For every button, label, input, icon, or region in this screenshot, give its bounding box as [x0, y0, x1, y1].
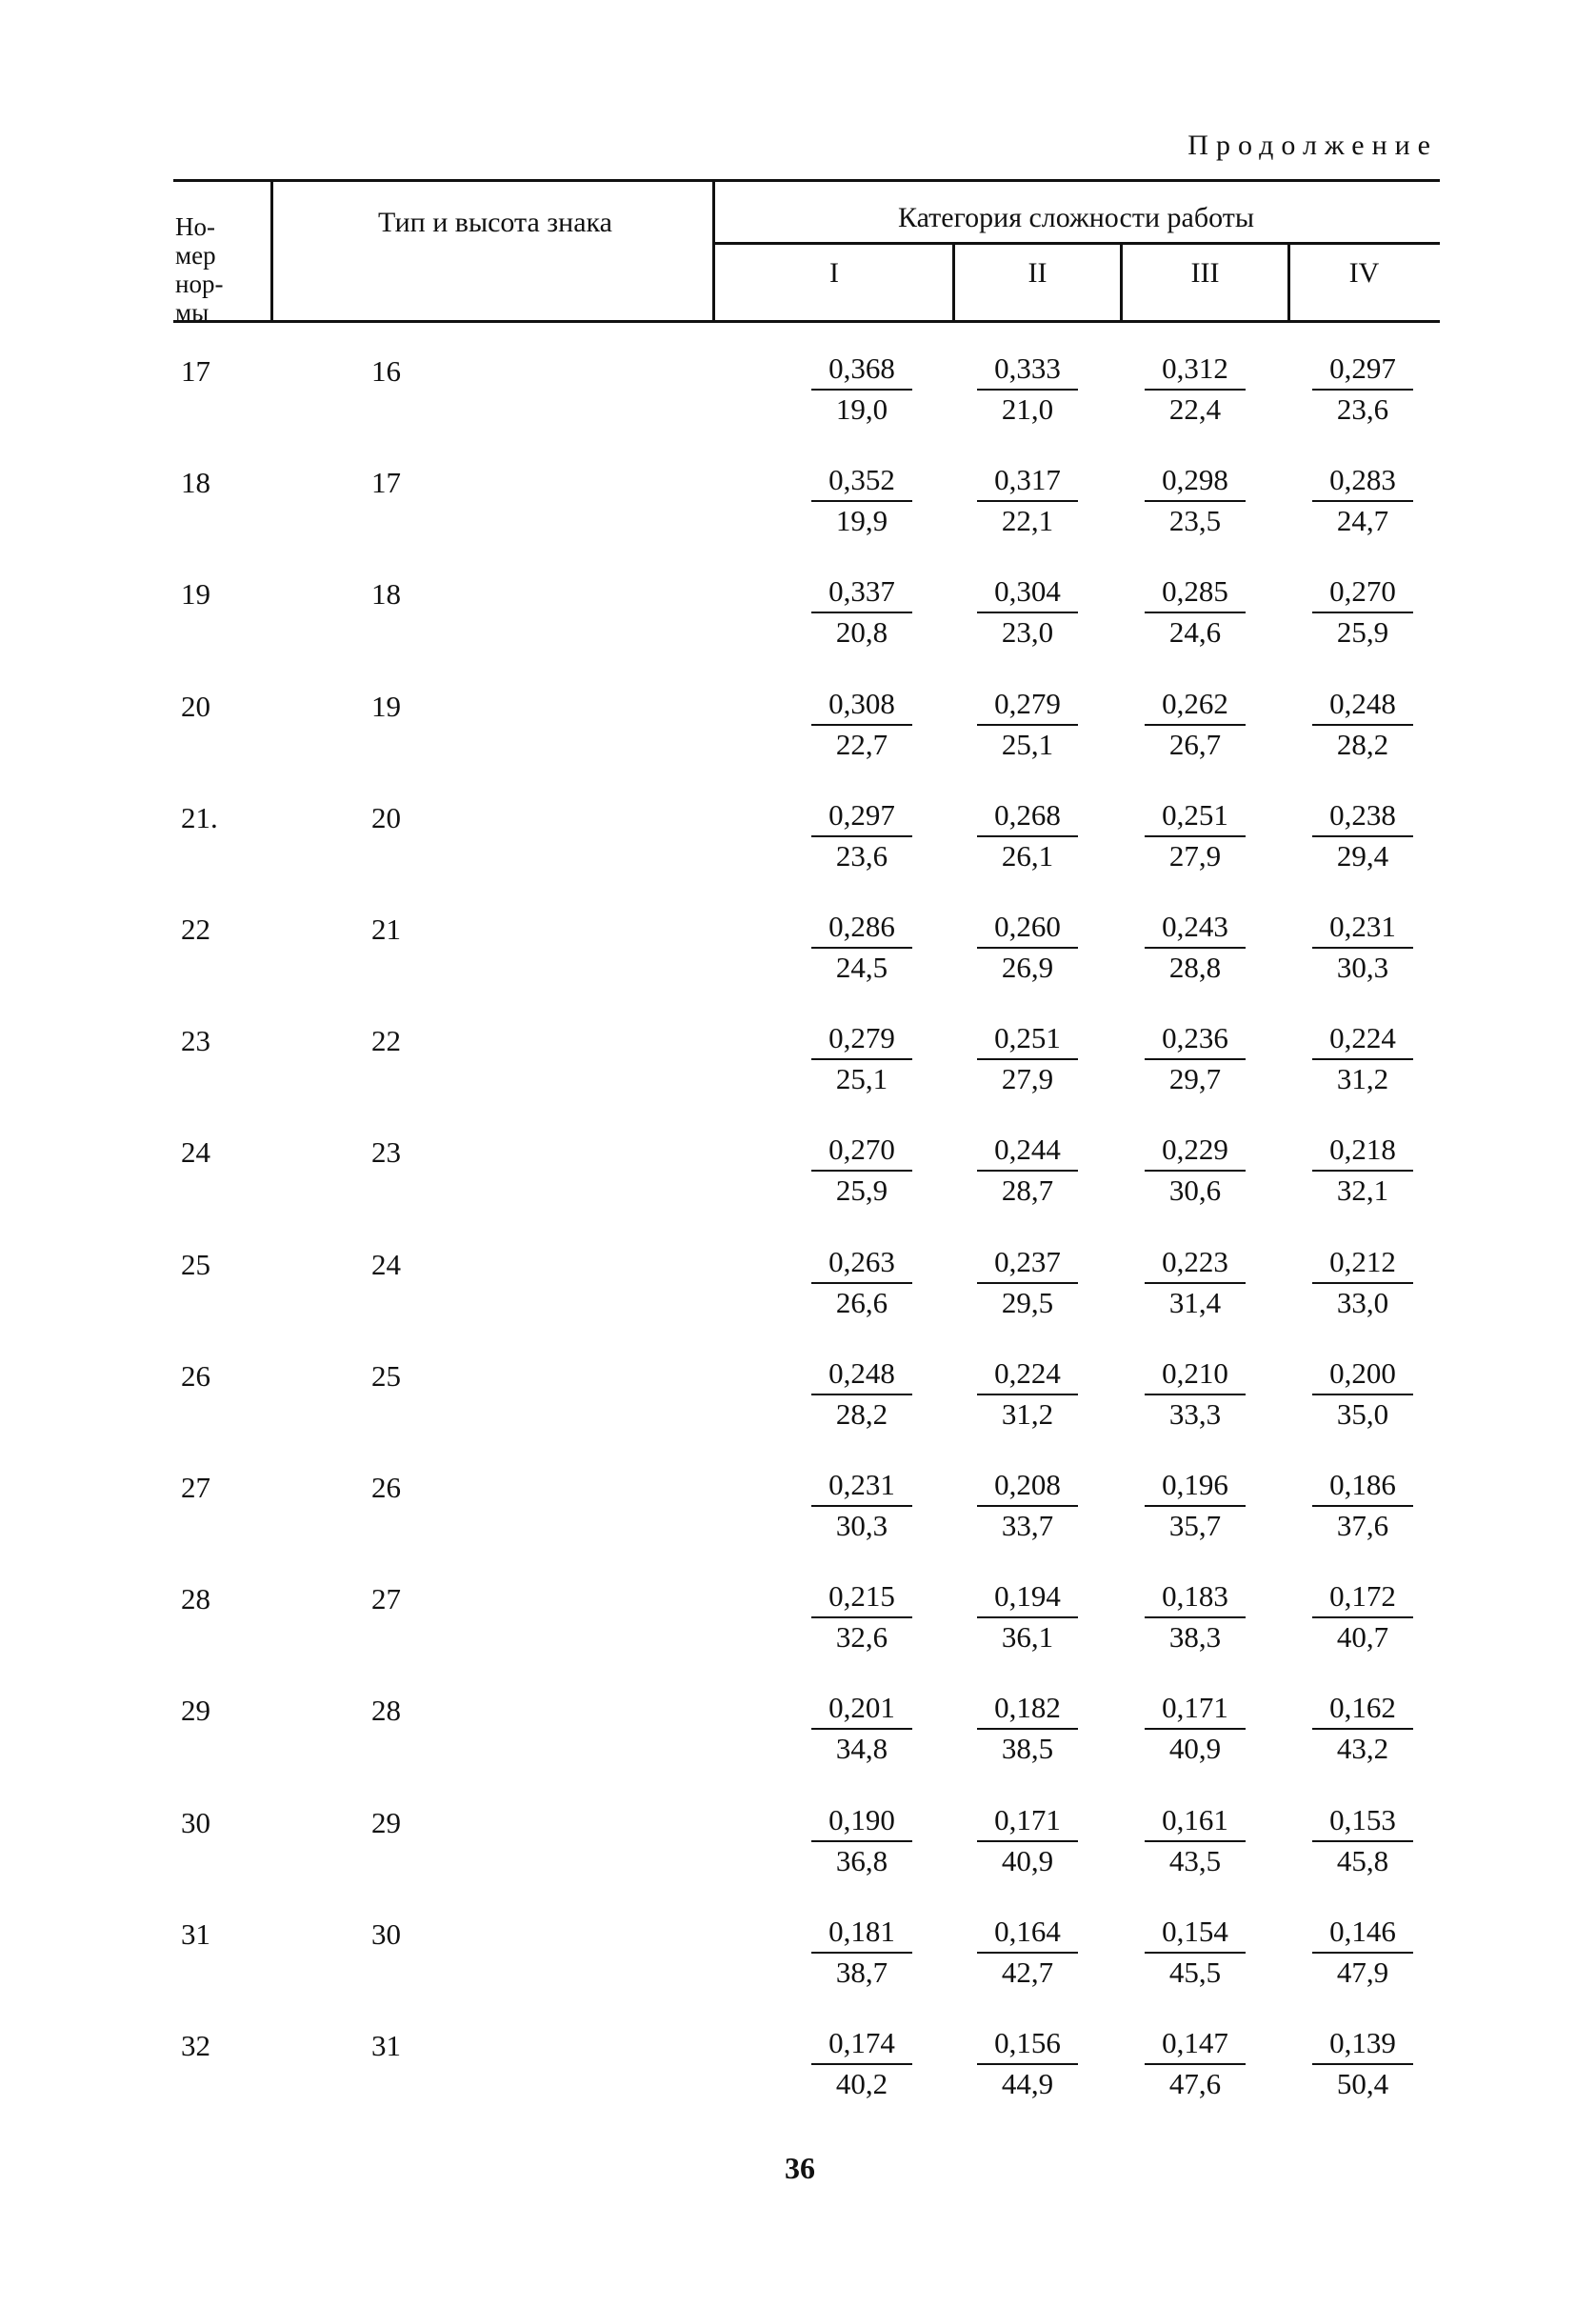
value-fraction — [809, 2025, 914, 2102]
norm-number: 30 — [181, 1806, 210, 1839]
value-fraction — [809, 1914, 914, 1991]
time-norm: 0,263 — [828, 1245, 895, 1278]
sign-type: 19 — [371, 690, 401, 723]
value-fraction — [975, 686, 1080, 763]
time-norm: 0,279 — [828, 1021, 895, 1054]
header-col-4: IV — [1348, 257, 1380, 289]
value-fraction — [1143, 909, 1247, 986]
time-norm: 0,237 — [994, 1245, 1061, 1278]
output-norm: 23,6 — [835, 839, 888, 873]
value-fraction — [975, 1467, 1080, 1544]
sign-type: 18 — [371, 577, 401, 611]
value-fraction — [1143, 686, 1247, 763]
output-norm: 33,3 — [1168, 1397, 1222, 1431]
time-norm: 0,153 — [1329, 1803, 1396, 1836]
output-norm: 40,9 — [1001, 1844, 1054, 1877]
page-number: 36 — [785, 2151, 815, 2185]
output-norm: 27,9 — [1001, 1062, 1054, 1095]
output-norm: 33,7 — [1001, 1509, 1054, 1542]
time-norm: 0,279 — [994, 687, 1061, 720]
output-norm: 22,1 — [1001, 504, 1054, 537]
value-fraction — [809, 686, 914, 763]
output-norm: 21,0 — [1001, 392, 1054, 426]
output-norm: 44,9 — [1001, 2067, 1054, 2100]
output-norm: 47,9 — [1336, 1956, 1389, 1989]
output-norm: 25,1 — [835, 1062, 888, 1095]
output-norm: 31,2 — [1001, 1397, 1054, 1431]
output-norm: 25,9 — [835, 1174, 888, 1207]
time-norm: 0,352 — [828, 463, 895, 496]
value-fraction — [809, 1355, 914, 1433]
value-fraction — [975, 573, 1080, 651]
value-fraction — [975, 1802, 1080, 1879]
output-norm: 36,8 — [835, 1844, 888, 1877]
output-norm: 47,6 — [1168, 2067, 1222, 2100]
norm-number: 17 — [181, 354, 210, 388]
value-fraction — [975, 909, 1080, 986]
time-norm: 0,154 — [1162, 1915, 1228, 1948]
value-fraction — [809, 1578, 914, 1655]
norm-number: 19 — [181, 577, 210, 611]
value-fraction — [1310, 462, 1415, 539]
time-norm: 0,286 — [828, 910, 895, 943]
time-norm: 0,251 — [1162, 798, 1228, 832]
time-norm: 0,270 — [1329, 574, 1396, 608]
value-fraction — [1310, 1914, 1415, 1991]
output-norm: 30,3 — [835, 1509, 888, 1542]
value-fraction — [809, 1132, 914, 1209]
value-fraction — [975, 462, 1080, 539]
sign-type: 20 — [371, 801, 401, 834]
time-norm: 0,248 — [828, 1356, 895, 1390]
norm-number: 29 — [181, 1694, 210, 1727]
output-norm: 22,7 — [835, 728, 888, 761]
sign-type: 27 — [371, 1582, 401, 1615]
output-norm: 40,7 — [1336, 1620, 1389, 1654]
output-norm: 20,8 — [835, 615, 888, 649]
output-norm: 38,5 — [1001, 1732, 1054, 1765]
output-norm: 45,8 — [1336, 1844, 1389, 1877]
value-fraction — [1310, 1355, 1415, 1433]
value-fraction — [1143, 1802, 1247, 1879]
header-number: Но- мер нор- мы — [175, 212, 224, 327]
time-norm: 0,212 — [1329, 1245, 1396, 1278]
value-fraction — [809, 797, 914, 874]
time-norm: 0,224 — [994, 1356, 1061, 1390]
value-fraction — [1310, 797, 1415, 874]
output-norm: 40,9 — [1168, 1732, 1222, 1765]
value-fraction — [1310, 1578, 1415, 1655]
time-norm: 0,139 — [1329, 2026, 1396, 2059]
time-norm: 0,244 — [994, 1133, 1061, 1166]
output-norm: 43,5 — [1168, 1844, 1222, 1877]
value-fraction — [975, 1244, 1080, 1321]
sign-type: 16 — [371, 354, 401, 388]
norm-number: 25 — [181, 1248, 210, 1281]
sign-type: 29 — [371, 1806, 401, 1839]
header-col-2: II — [1027, 257, 1047, 289]
output-norm: 28,2 — [1336, 728, 1389, 761]
output-norm: 26,1 — [1001, 839, 1054, 873]
time-norm: 0,194 — [994, 1579, 1061, 1613]
output-norm: 24,7 — [1336, 504, 1389, 537]
time-norm: 0,146 — [1329, 1915, 1396, 1948]
value-fraction — [1310, 351, 1415, 428]
time-norm: 0,181 — [828, 1915, 895, 1948]
norm-number: 32 — [181, 2029, 210, 2062]
time-norm: 0,333 — [994, 351, 1061, 385]
header-col-3: III — [1190, 257, 1220, 289]
time-norm: 0,162 — [1329, 1691, 1396, 1724]
output-norm: 26,6 — [835, 1286, 888, 1319]
sign-type: 23 — [371, 1135, 401, 1169]
value-fraction — [809, 351, 914, 428]
output-norm: 38,3 — [1168, 1620, 1222, 1654]
time-norm: 0,186 — [1329, 1468, 1396, 1501]
value-fraction — [975, 351, 1080, 428]
sign-type: 22 — [371, 1024, 401, 1057]
sign-type: 30 — [371, 1917, 401, 1951]
time-norm: 0,190 — [828, 1803, 895, 1836]
value-fraction — [1143, 573, 1247, 651]
time-norm: 0,182 — [994, 1691, 1061, 1724]
output-norm: 27,9 — [1168, 839, 1222, 873]
value-fraction — [975, 1914, 1080, 1991]
output-norm: 26,9 — [1001, 951, 1054, 984]
time-norm: 0,196 — [1162, 1468, 1228, 1501]
time-norm: 0,172 — [1329, 1579, 1396, 1613]
output-norm: 19,9 — [835, 504, 888, 537]
output-norm: 34,8 — [835, 1732, 888, 1765]
value-fraction — [809, 1690, 914, 1767]
value-fraction — [1143, 1244, 1247, 1321]
norm-number: 26 — [181, 1359, 210, 1393]
time-norm: 0,368 — [828, 351, 895, 385]
time-norm: 0,283 — [1329, 463, 1396, 496]
time-norm: 0,236 — [1162, 1021, 1228, 1054]
value-fraction — [1310, 909, 1415, 986]
value-fraction — [1310, 1467, 1415, 1544]
output-norm: 31,4 — [1168, 1286, 1222, 1319]
value-fraction — [1310, 1020, 1415, 1097]
value-fraction — [1143, 1914, 1247, 1991]
time-norm: 0,215 — [828, 1579, 895, 1613]
time-norm: 0,262 — [1162, 687, 1228, 720]
time-norm: 0,156 — [994, 2026, 1061, 2059]
output-norm: 35,0 — [1336, 1397, 1389, 1431]
value-fraction — [1310, 1802, 1415, 1879]
value-fraction — [1143, 797, 1247, 874]
output-norm: 26,7 — [1168, 728, 1222, 761]
time-norm: 0,298 — [1162, 463, 1228, 496]
value-fraction — [1143, 1467, 1247, 1544]
output-norm: 24,5 — [835, 951, 888, 984]
time-norm: 0,223 — [1162, 1245, 1228, 1278]
value-fraction — [1143, 1690, 1247, 1767]
continuation-caption: Продолжение — [1187, 130, 1438, 161]
norm-number: 27 — [181, 1471, 210, 1504]
time-norm: 0,243 — [1162, 910, 1228, 943]
output-norm: 28,8 — [1168, 951, 1222, 984]
time-norm: 0,210 — [1162, 1356, 1228, 1390]
output-norm: 23,0 — [1001, 615, 1054, 649]
value-fraction — [809, 1020, 914, 1097]
time-norm: 0,229 — [1162, 1133, 1228, 1166]
output-norm: 29,4 — [1336, 839, 1389, 873]
output-norm: 24,6 — [1168, 615, 1222, 649]
time-norm: 0,218 — [1329, 1133, 1396, 1166]
value-fraction — [975, 1355, 1080, 1433]
time-norm: 0,268 — [994, 798, 1061, 832]
sign-type: 28 — [371, 1694, 401, 1727]
output-norm: 19,0 — [835, 392, 888, 426]
value-fraction — [975, 1578, 1080, 1655]
time-norm: 0,260 — [994, 910, 1061, 943]
value-fraction — [1143, 2025, 1247, 2102]
output-norm: 30,6 — [1168, 1174, 1222, 1207]
time-norm: 0,183 — [1162, 1579, 1228, 1613]
time-norm: 0,297 — [1329, 351, 1396, 385]
output-norm: 45,5 — [1168, 1956, 1222, 1989]
time-norm: 0,251 — [994, 1021, 1061, 1054]
value-fraction — [1310, 2025, 1415, 2102]
norm-number: 24 — [181, 1135, 210, 1169]
value-fraction — [1143, 1355, 1247, 1433]
output-norm: 31,2 — [1336, 1062, 1389, 1095]
value-fraction — [1143, 462, 1247, 539]
category-rule — [714, 242, 1440, 245]
time-norm: 0,248 — [1329, 687, 1396, 720]
time-norm: 0,270 — [828, 1133, 895, 1166]
time-norm: 0,171 — [994, 1803, 1061, 1836]
sign-type: 24 — [371, 1248, 401, 1281]
output-norm: 43,2 — [1336, 1732, 1389, 1765]
time-norm: 0,224 — [1329, 1021, 1396, 1054]
value-fraction — [1310, 1132, 1415, 1209]
sign-type: 17 — [371, 466, 401, 499]
norm-number: 23 — [181, 1024, 210, 1057]
sign-type: 26 — [371, 1471, 401, 1504]
time-norm: 0,304 — [994, 574, 1061, 608]
output-norm: 37,6 — [1336, 1509, 1389, 1542]
norm-number: 31 — [181, 1917, 210, 1951]
value-fraction — [1310, 1244, 1415, 1321]
output-norm: 29,7 — [1168, 1062, 1222, 1095]
output-norm: 32,6 — [835, 1620, 888, 1654]
output-norm: 29,5 — [1001, 1286, 1054, 1319]
time-norm: 0,297 — [828, 798, 895, 832]
output-norm: 25,9 — [1336, 615, 1389, 649]
time-norm: 0,312 — [1162, 351, 1228, 385]
time-norm: 0,308 — [828, 687, 895, 720]
value-fraction — [1143, 1020, 1247, 1097]
value-fraction — [1143, 1132, 1247, 1209]
header-bottom-rule — [173, 320, 1440, 323]
value-fraction — [809, 909, 914, 986]
norm-number: 22 — [181, 913, 210, 946]
header-col-1: I — [829, 257, 839, 289]
output-norm: 35,7 — [1168, 1509, 1222, 1542]
time-norm: 0,231 — [1329, 910, 1396, 943]
table-top-rule — [173, 179, 1440, 182]
time-norm: 0,208 — [994, 1468, 1061, 1501]
output-norm: 28,2 — [835, 1397, 888, 1431]
time-norm: 0,147 — [1162, 2026, 1228, 2059]
output-norm: 40,2 — [835, 2067, 888, 2100]
value-fraction — [809, 462, 914, 539]
output-norm: 23,6 — [1336, 392, 1389, 426]
value-fraction — [809, 1802, 914, 1879]
value-fraction — [975, 1690, 1080, 1767]
value-fraction — [975, 2025, 1080, 2102]
value-fraction — [1143, 351, 1247, 428]
sign-type: 31 — [371, 2029, 401, 2062]
time-norm: 0,317 — [994, 463, 1061, 496]
value-fraction — [975, 797, 1080, 874]
output-norm: 50,4 — [1336, 2067, 1389, 2100]
output-norm: 36,1 — [1001, 1620, 1054, 1654]
output-norm: 33,0 — [1336, 1286, 1389, 1319]
divider-number-type — [270, 181, 273, 322]
output-norm: 32,1 — [1336, 1174, 1389, 1207]
value-fraction — [1310, 1690, 1415, 1767]
time-norm: 0,285 — [1162, 574, 1228, 608]
value-fraction — [975, 1020, 1080, 1097]
time-norm: 0,201 — [828, 1691, 895, 1724]
time-norm: 0,164 — [994, 1915, 1061, 1948]
output-norm: 38,7 — [835, 1956, 888, 1989]
norm-number: 21. — [181, 801, 218, 834]
time-norm: 0,337 — [828, 574, 895, 608]
time-norm: 0,238 — [1329, 798, 1396, 832]
value-fraction — [1310, 686, 1415, 763]
header-type: Тип и высота знака — [378, 207, 612, 238]
time-norm: 0,171 — [1162, 1691, 1228, 1724]
time-norm: 0,174 — [828, 2026, 895, 2059]
norm-number: 18 — [181, 466, 210, 499]
value-fraction — [809, 1467, 914, 1544]
output-norm: 42,7 — [1001, 1956, 1054, 1989]
norm-number: 28 — [181, 1582, 210, 1615]
time-norm: 0,200 — [1329, 1356, 1396, 1390]
value-fraction — [809, 1244, 914, 1321]
value-fraction — [1143, 1578, 1247, 1655]
time-norm: 0,161 — [1162, 1803, 1228, 1836]
output-norm: 30,3 — [1336, 951, 1389, 984]
output-norm: 28,7 — [1001, 1174, 1054, 1207]
time-norm: 0,231 — [828, 1468, 895, 1501]
output-norm: 25,1 — [1001, 728, 1054, 761]
sign-type: 25 — [371, 1359, 401, 1393]
value-fraction — [1310, 573, 1415, 651]
norm-number: 20 — [181, 690, 210, 723]
output-norm: 23,5 — [1168, 504, 1222, 537]
output-norm: 22,4 — [1168, 392, 1222, 426]
sign-type: 21 — [371, 913, 401, 946]
value-fraction — [975, 1132, 1080, 1209]
value-fraction — [809, 573, 914, 651]
header-category: Категория сложности работы — [898, 202, 1254, 233]
